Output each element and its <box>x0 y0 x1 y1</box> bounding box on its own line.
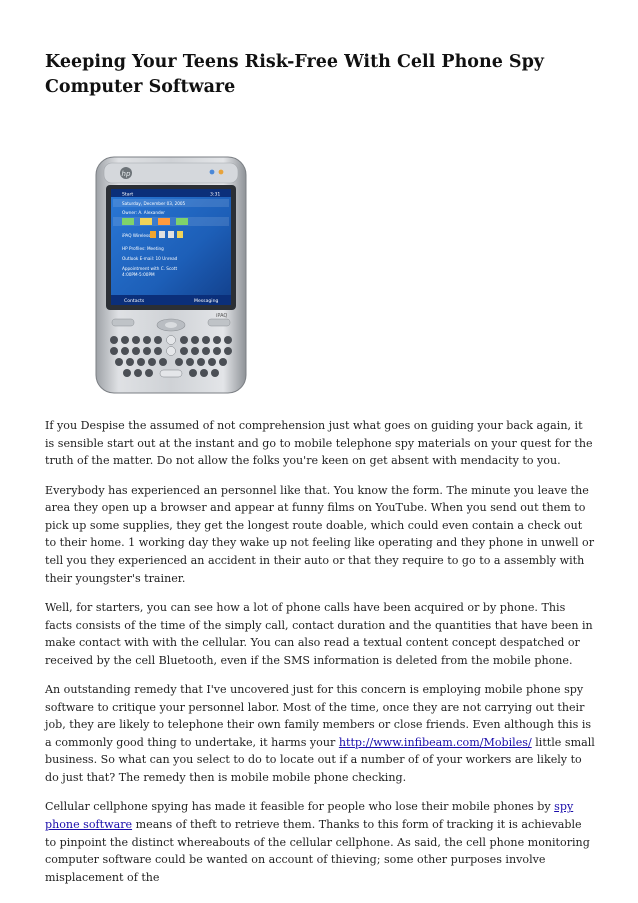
spy-phone-software-link[interactable]: spy phone software <box>45 800 574 832</box>
paragraph-3: Well, for starters, you can see how a lot of phone calls have been acquired or by phone. This facts consists of the time of the simply call, contact duration and the quantities that have been in make contact with with the cellular. You can also read a textual content concept despatched or received by the cell Bluetooth, even if the SMS information is deleted from the mobile phone. <box>45 600 593 667</box>
svg-text:3:31: 3:31 <box>210 192 221 198</box>
svg-text:hp: hp <box>121 170 131 178</box>
svg-text:HP Profiles: Meeting: HP Profiles: Meeting <box>122 246 164 251</box>
svg-text:Messaging: Messaging <box>194 299 219 304</box>
svg-text:Saturday, December 03, 2005: Saturday, December 03, 2005 <box>122 201 186 206</box>
svg-text:Start: Start <box>122 192 134 198</box>
paragraph-1: If you Despise the assumed of not comprehension just what goes on guiding your back again, it is sensible start out at the instant and go to mobile telephone spy materials on your quest for the truth of the matter. Do not allow the folks you're keen on get absent with mendacity to you. <box>45 419 593 468</box>
svg-text:Outlook E-mail: 10 Unread: Outlook E-mail: 10 Unread <box>122 256 178 261</box>
paragraph-5 <box>45 798 595 886</box>
svg-text:iPAQ: iPAQ <box>216 313 228 319</box>
svg-text:Owner: A. Alexander: Owner: A. Alexander <box>122 210 165 215</box>
infibeam-mobiles-link[interactable]: http://www.infibeam.com/Mobiles/ <box>338 735 532 749</box>
paragraph-4 <box>45 681 595 787</box>
paragraph-2: Everybody has experienced an personnel like that. You know the form. The minute you leave the area they open up a browser and appear at funny films on YouTube. When you send out them to pick up some supplies, they get the longest route doable, which could even contain a check out to their home. 1 working day they wake up not feeling like operating and they phone in unwell or tell you they experienced an accident in their auto or that they require to go to a assembly with their youngster's trainer. <box>45 483 594 585</box>
paragraph-5-text-after: means of theft to retrieve them. Thanks to this form of tracking it is achievable to pinpoint the distinct whereabouts of the cellular cellphone. As said, the cell phone monitoring computer software could be wanted on account of thieving; some other purposes involve misplacement of the <box>45 818 590 884</box>
paragraph-5-text-before: Cellular cellphone spying has made it feasible for people who lose their mobile phones by <box>45 800 555 814</box>
svg-text:Contacts: Contacts <box>124 299 145 304</box>
svg-text:4:00PM-5:00PM: 4:00PM-5:00PM <box>122 272 155 277</box>
pda-illustration <box>92 155 250 395</box>
svg-text:iPAQ Wireless: iPAQ Wireless <box>122 233 151 238</box>
page-title: Keeping Your Teens Risk-Free With Cell Phone Spy Computer Software <box>45 52 544 97</box>
phone-image <box>92 155 250 395</box>
paragraph-4-text-before: An outstanding remedy that I've uncovered just for this concern is employing mobile phone spy software to critique your personnel labor. Most of the time, once they are not carrying out their job, they are likely to telephone their own family members or close friends. Even although this is a commonly good thing to undertake, it harms your <box>45 683 592 749</box>
paragraph-4-text-after: little small business. So what can you select to do to locate out if a number of of your workers are likely to do just that? The remedy then is mobile mobile phone checking. <box>45 735 595 785</box>
svg-text:Appointment with C. Scott: Appointment with C. Scott <box>122 266 178 271</box>
article-body <box>45 417 595 898</box>
